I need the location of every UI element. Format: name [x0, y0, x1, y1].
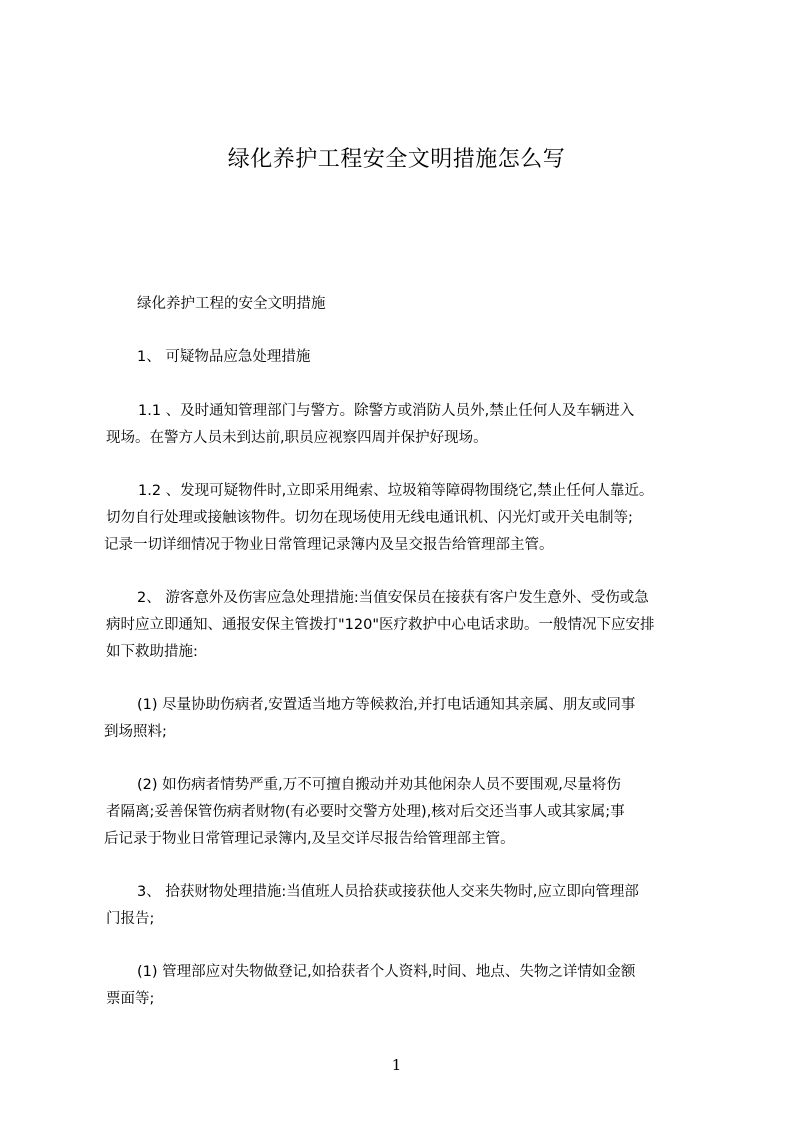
section-heading: 3、 拾获财物处理措施:当值班人员拾获或接获他人交来失物时,应立即向管理部 — [137, 884, 639, 900]
paragraph-line: 病时应立即通知、通报安保主管拨打"120"医疗救护中心电话求助。一般情况下应安排 — [106, 617, 655, 633]
paragraph-line: 票面等; — [106, 991, 155, 1007]
section-heading: 2、 游客意外及伤害应急处理措施:当值安保员在接获有客户发生意外、受伤或急 — [137, 590, 649, 606]
paragraph-line: 切勿自行处理或接触该物件。切勿在现场使用无线电通讯机、闪光灯或开关电制等; — [106, 510, 633, 526]
page-number: 1 — [391, 1056, 402, 1074]
paragraph-line: (1) 管理部应对失物做登记,如拾获者个人资料,时间、地点、失物之详情如金额 — [137, 964, 636, 980]
paragraph-line: 如下救助措施: — [106, 644, 198, 660]
paragraph-line: (1) 尽量协助伤病者,安置适当地方等候救治,并打电话通知其亲属、朋友或同事 — [137, 697, 636, 713]
paragraph-line: 1.1 、及时通知管理部门与警方。除警方或消防人员外,禁止任何人及车辆进入 — [138, 403, 635, 419]
section-heading: 1、 可疑物品应急处理措施 — [137, 349, 311, 365]
paragraph-line: (2) 如伤病者情势严重,万不可擅自搬动并劝其他闲杂人员不要围观,尽量将伤 — [137, 777, 621, 793]
paragraph-line: 记录一切详细情况于物业日常管理记录簿内及呈交报告给管理部主管。 — [104, 537, 554, 553]
paragraph-line: 现场。在警方人员未到达前,职员应视察四周并保护好现场。 — [106, 430, 488, 446]
paragraph-line: 到场照料; — [104, 724, 167, 740]
page-title: 绿化养护工程安全文明措施怎么写 — [227, 147, 566, 172]
paragraph-line: 1.2 、发现可疑物件时,立即采用绳索、垃圾箱等障碍物围绕它,禁止任何人靠近。 — [138, 483, 654, 499]
paragraph-line: 门报告; — [106, 911, 155, 927]
paragraph-line: 后记录于物业日常管理记录簿内,及呈交详尽报告给管理部主管。 — [104, 831, 515, 847]
paragraph-line: 者隔离;妥善保管伤病者财物(有必要时交警方处理),核对后交还当事人或其家属;事 — [106, 804, 625, 820]
paragraph-heading: 绿化养护工程的安全文明措施 — [137, 296, 326, 312]
